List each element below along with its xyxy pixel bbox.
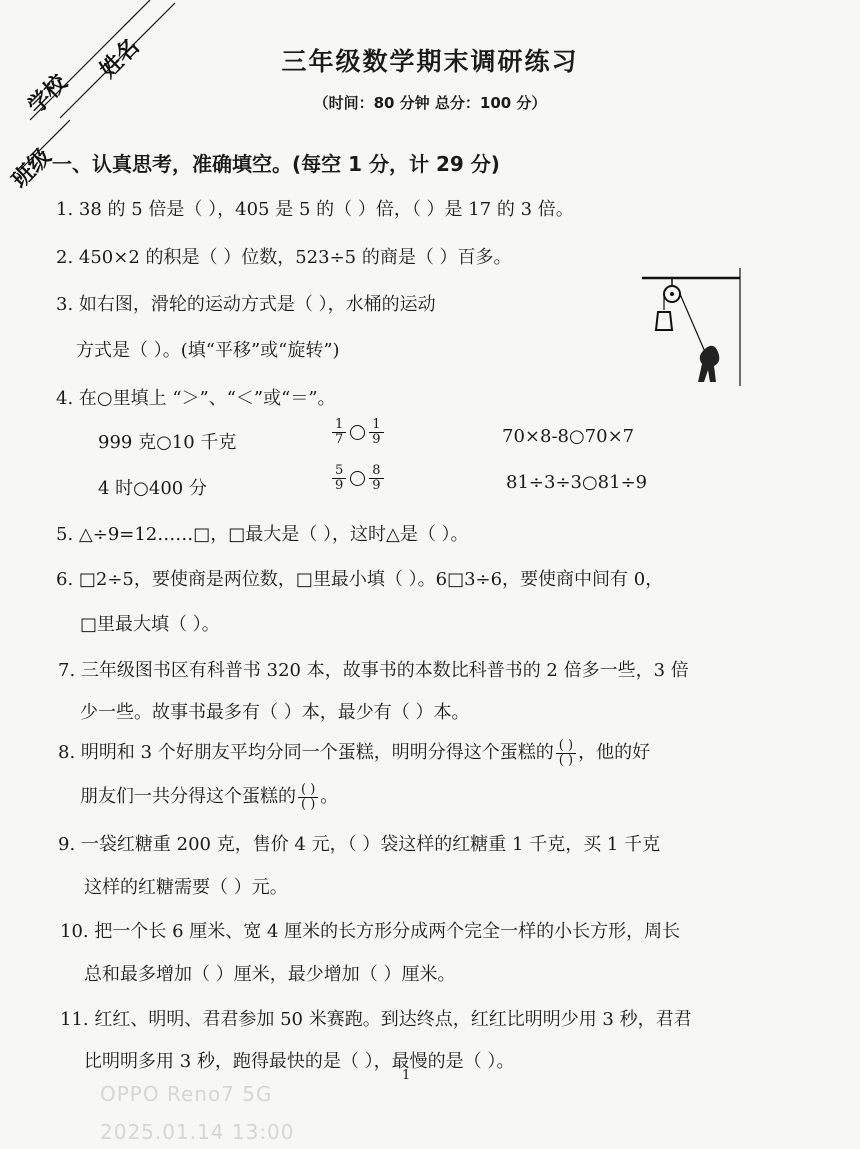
question-4-item-c2: 81÷3÷3○81÷9: [506, 472, 648, 493]
fraction: $\frac{1}{9}$: [369, 418, 383, 447]
question-4-item-a1: 999 克○10 千克: [98, 432, 237, 453]
pulley-illustration: [640, 268, 745, 386]
question-11-line2: 比明明多用 3 秒，跑得最快的是（ ），最慢的是（ ）。: [84, 1051, 515, 1072]
question-7-line1: 7. 三年级图书区有科普书 320 本，故事书的本数比科普书的 2 倍多一些，3 倍: [58, 660, 689, 681]
question-4-item-a2: 4 时○400 分: [98, 478, 207, 499]
question-11-line1: 11. 红红、明明、君君参加 50 米赛跑。到达终点，红红比明明少用 3 秒，君君: [60, 1009, 692, 1030]
compare-circle: [350, 425, 365, 440]
name-label: 姓名: [94, 33, 145, 84]
section-heading: 一、认真思考，准确填空。(每空 1 分，计 29 分): [52, 152, 500, 176]
exam-meta: （时间：80 分钟 总分：100 分）: [313, 94, 547, 112]
question-4-item-b2: [330, 464, 386, 493]
question-3-line2: 方式是（ ）。(填“平移”或“旋转”): [76, 340, 340, 361]
question-8-line1: 8. 明明和 3 个好朋友平均分同一个蛋糕，明明分得这个蛋糕的 $\frac{( )}{( )}$ ，他的好: [58, 737, 651, 768]
question-10-line1: 10. 把一个长 6 厘米、宽 4 厘米的长方形分成两个完全一样的小长方形，周长: [60, 921, 681, 942]
class-label: 班级: [6, 143, 57, 194]
fraction-blank: $\frac{( )}{( )}$: [556, 739, 576, 768]
question-4-item-b1: [330, 418, 386, 447]
question-6-line2: □里最大填（ ）。: [80, 614, 220, 635]
question-10-line2: 总和最多增加（ ）厘米，最少增加（ ）厘米。: [84, 964, 456, 985]
question-9-line2: 这样的红糖需要（ ）元。: [84, 877, 288, 898]
page-title: 三年级数学期末调研练习: [281, 47, 579, 76]
question-5: 5. △÷9=12……□，□最大是（ ），这时△是（ ）。: [56, 524, 469, 545]
question-4: 4. 在○里填上 “＞”、“＜”或“＝”。: [56, 388, 336, 409]
camera-watermark-time: 2025.01.14 13:00: [100, 1120, 295, 1144]
camera-watermark-device: OPPO Reno7 5G: [100, 1082, 273, 1106]
school-label: 学校: [22, 69, 73, 120]
question-1: 1. 38 的 5 倍是（ ），405 是 5 的（ ）倍，（ ）是 17 的 3 倍。: [56, 199, 574, 220]
question-7-line2: 少一些。故事书最多有（ ）本，最少有（ ）本。: [80, 702, 470, 723]
question-3-line1: 3. 如右图，滑轮的运动方式是（ ），水桶的运动: [56, 294, 436, 315]
fraction-blank: $\frac{( )}{( )}$: [298, 783, 318, 812]
fraction: $\frac{1}{7}$: [332, 418, 346, 447]
question-9-line1: 9. 一袋红糖重 200 克，售价 4 元，（ ）袋这样的红糖重 1 千克，买 1 千克: [58, 834, 661, 855]
page-number: 1: [402, 1068, 411, 1083]
question-2: 2. 450×2 的积是（ ）位数，523÷5 的商是（ ）百多。: [56, 247, 512, 268]
fraction: $\frac{8}{9}$: [369, 464, 383, 493]
fraction: $\frac{5}{9}$: [332, 464, 346, 493]
question-8-line2: 朋友们一共分得这个蛋糕的 $\frac{( )}{( )}$ 。: [80, 781, 339, 812]
question-4-item-c1: 70×8-8○70×7: [502, 426, 635, 447]
compare-circle: [350, 471, 365, 486]
question-6-line1: 6. □2÷5，要使商是两位数，□里最小填（ ）。6□3÷6，要使商中间有 0，: [56, 569, 664, 590]
